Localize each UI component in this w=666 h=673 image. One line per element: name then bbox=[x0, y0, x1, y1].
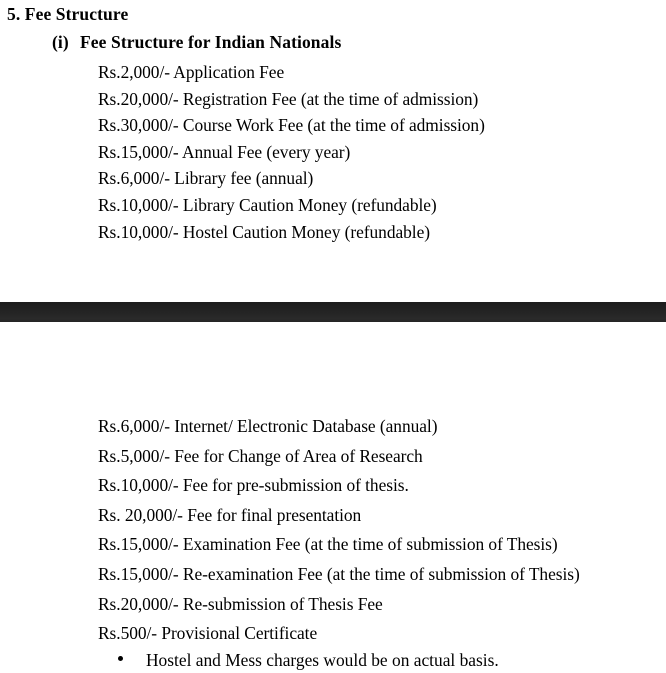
note-text: Hostel and Mess charges would be on actual basis. bbox=[146, 650, 499, 670]
bullet-icon bbox=[118, 656, 123, 661]
list-item: Rs.2,000/- Application Fee bbox=[98, 62, 285, 82]
fee-list-continued bbox=[98, 412, 666, 649]
list-item: Rs.20,000/- Re-submission of Thesis Fee bbox=[98, 593, 383, 614]
list-item: Rs.5,000/- Fee for Change of Area of Research bbox=[98, 445, 423, 466]
subsection-heading bbox=[52, 32, 341, 53]
page-break-separator bbox=[0, 302, 666, 322]
subsection-heading-label: Fee Structure for Indian Nationals bbox=[80, 32, 342, 52]
list-item bbox=[118, 648, 499, 672]
notes-bullet-list bbox=[118, 648, 499, 672]
list-item: Rs.15,000/- Annual Fee (every year) bbox=[98, 141, 351, 162]
fee-list-indian-nationals bbox=[98, 59, 664, 245]
list-item: Rs.15,000/- Re-examination Fee (at the time of submission of Thesis) bbox=[98, 563, 580, 584]
list-item: Rs.10,000/- Hostel Caution Money (refundable) bbox=[98, 221, 430, 242]
list-item: Rs.15,000/- Examination Fee (at the time of submission of Thesis) bbox=[98, 534, 558, 555]
list-item: Rs. 20,000/- Fee for final presentation bbox=[98, 504, 362, 525]
list-item: Rs.10,000/- Fee for pre-submission of thesis. bbox=[98, 475, 409, 496]
list-item: Rs.20,000/- Registration Fee (at the time of admission) bbox=[98, 88, 479, 109]
list-item: Rs.6,000/- Library fee (annual) bbox=[98, 168, 314, 189]
list-item: Rs.500/- Provisional Certificate bbox=[98, 623, 318, 644]
subsection-marker: (i) bbox=[52, 32, 69, 52]
list-item: Rs.10,000/- Library Caution Money (refundable) bbox=[98, 194, 437, 215]
list-item: Rs.30,000/- Course Work Fee (at the time of admission) bbox=[98, 115, 485, 136]
page-title: 5. Fee Structure bbox=[7, 4, 129, 24]
list-item: Rs.6,000/- Internet/ Electronic Database (annual) bbox=[98, 416, 438, 436]
